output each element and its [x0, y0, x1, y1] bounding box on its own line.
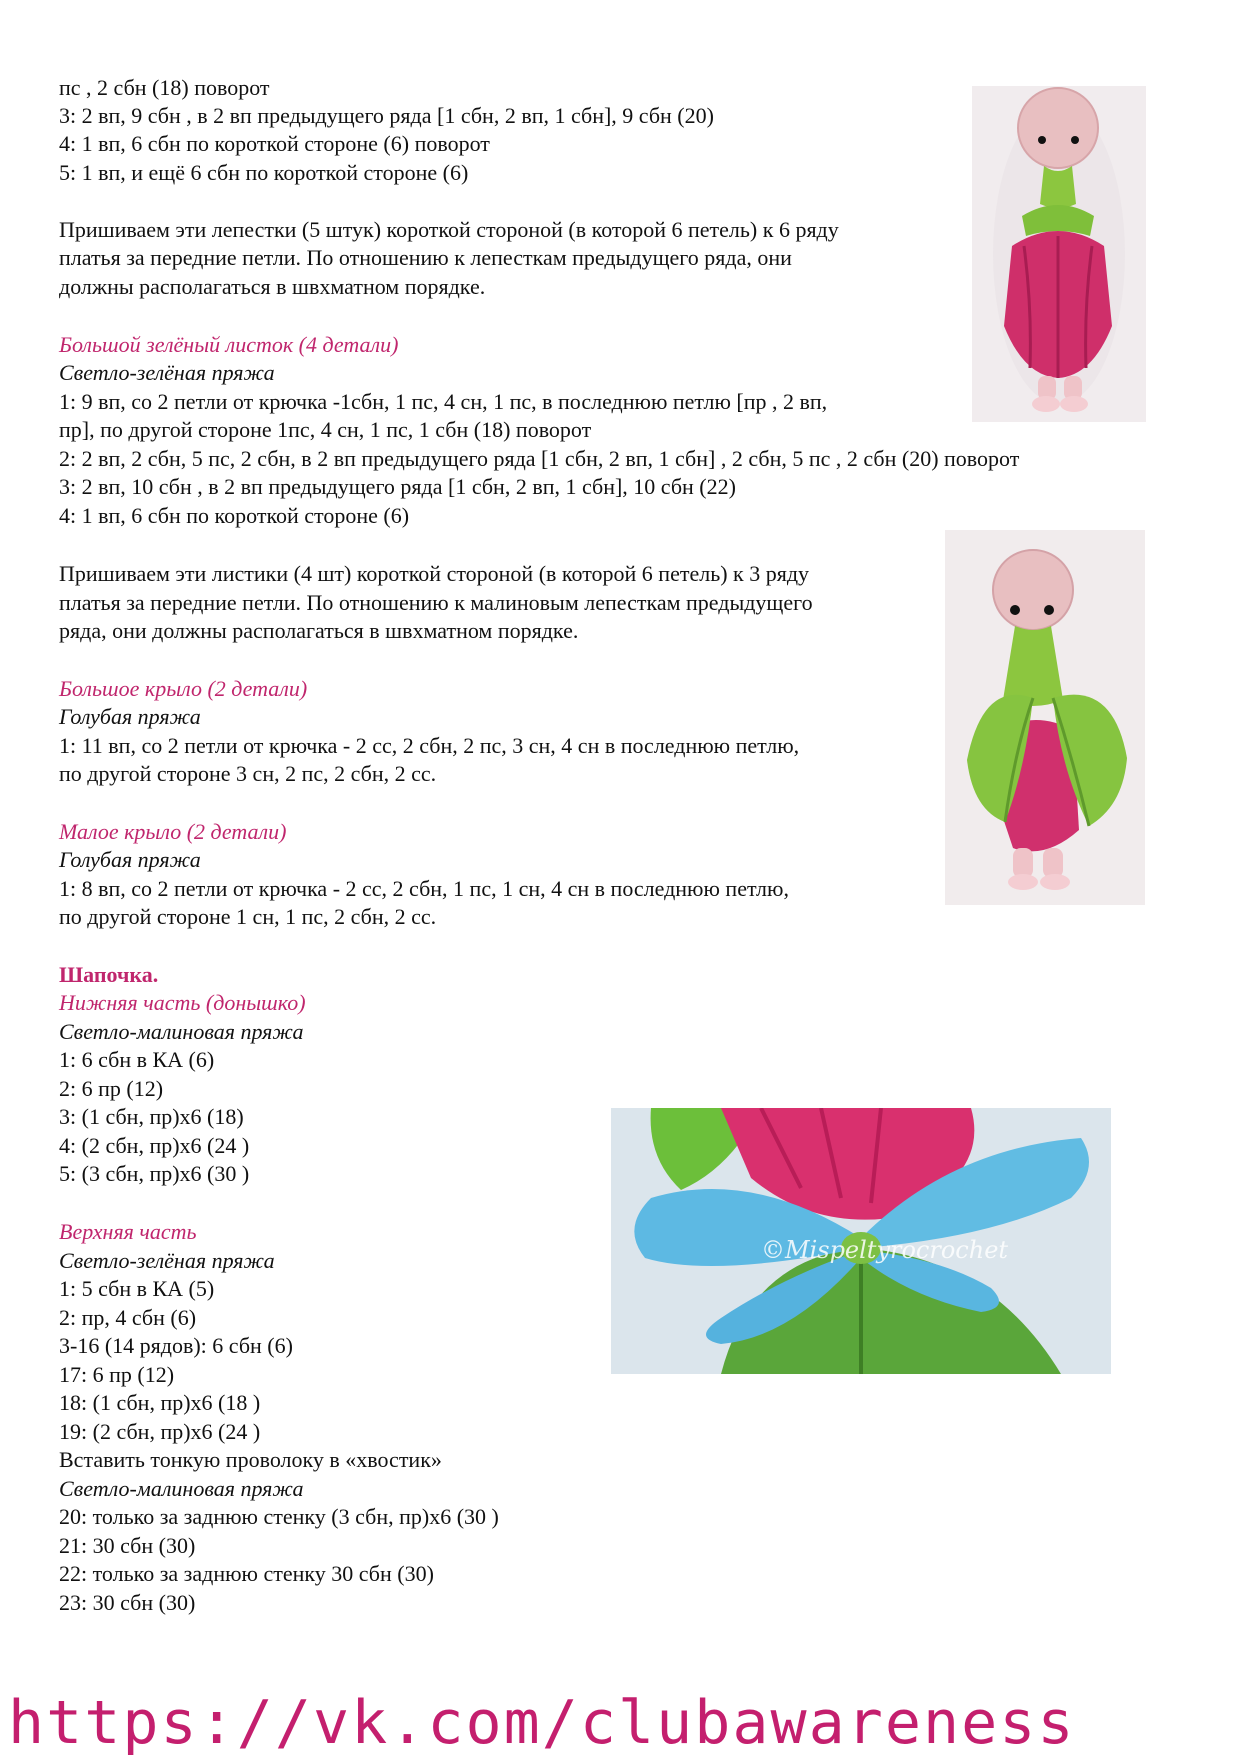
text-line: 1: 9 вп, со 2 петли от крючка -1сбн, 1 пс, 4 сн, 1 пс, в последнюю петлю [пр , 2 вп, [59, 389, 828, 414]
text-line: 4: 1 вп, 6 сбн по короткой стороне (6) [59, 503, 410, 528]
text-line: Пришиваем эти листики (4 шт) короткой стороной (в которой 6 петель) к 3 ряду [59, 561, 810, 586]
yarn-line: Светло-малиновая пряжа [59, 1019, 304, 1044]
text-line: Вставить тонкую проволоку в «хвостик» [59, 1447, 442, 1472]
text-line: пс , 2 сбн (18) поворот [59, 75, 270, 100]
heading-line: Верхняя часть [59, 1219, 197, 1244]
text-line: 2: 2 вп, 2 сбн, 5 пс, 2 сбн, в 2 вп предыдущего ряда [1 сбн, 2 вп, 1 сбн] , 2 сбн, 5 пс , 2 сбн (20) поворот [59, 446, 1020, 471]
text-line: 20: только за заднюю стенку (3 сбн, пр)х6 (30 ) [59, 1504, 499, 1529]
text-line: пр], по другой стороне 1пс, 4 сн, 1 пс, 1 сбн (18) поворот [59, 417, 592, 442]
yarn-line: Голубая пряжа [59, 847, 201, 872]
doll-green-leaves-photo [945, 530, 1145, 905]
watermark-text: ©Mispeltyrocrochet [761, 1236, 1009, 1264]
text-line: 5: 1 вп, и ещё 6 сбн по короткой стороне (6) [59, 160, 469, 185]
text-line: 17: 6 пр (12) [59, 1362, 175, 1387]
text-line: 1: 6 сбн в КА (6) [59, 1047, 215, 1072]
text-line: 3: 2 вп, 9 сбн , в 2 вп предыдущего ряда [1 сбн, 2 вп, 1 сбн], 9 сбн (20) [59, 103, 714, 128]
text-line: 3: (1 сбн, пр)х6 (18) [59, 1104, 244, 1129]
wings-closeup-photo [611, 1108, 1111, 1374]
text-line: 4: 1 вп, 6 сбн по короткой стороне (6) поворот [59, 131, 490, 156]
text-line: 3-16 (14 рядов): 6 сбн (6) [59, 1333, 293, 1358]
text-line: 2: 6 пр (12) [59, 1076, 164, 1101]
doll-pink-petals-photo [972, 86, 1146, 422]
yarn-line: Светло-зелёная пряжа [59, 360, 275, 385]
text-line: 18: (1 сбн, пр)х6 (18 ) [59, 1390, 261, 1415]
text-line: 5: (3 сбн, пр)х6 (30 ) [59, 1161, 250, 1186]
yarn-line: Светло-малиновая пряжа [59, 1476, 304, 1501]
heading-line: Большой зелёный листок (4 детали) [59, 332, 399, 357]
text-line: 2: пр, 4 сбн (6) [59, 1305, 197, 1330]
text-line: 1: 5 сбн в КА (5) [59, 1276, 215, 1301]
text-line: 19: (2 сбн, пр)х6 (24 ) [59, 1419, 261, 1444]
text-line: по другой стороне 1 сн, 1 пс, 2 сбн, 2 сс. [59, 904, 437, 929]
text-line: должны располагаться в швхматном порядке. [59, 274, 486, 299]
yarn-line: Светло-зелёная пряжа [59, 1248, 275, 1273]
heading-line: Нижняя часть (донышко) [59, 990, 306, 1015]
text-line: 1: 11 вп, со 2 петли от крючка - 2 сс, 2 сбн, 2 пс, 3 сн, 4 сн в последнюю петлю, [59, 733, 800, 758]
yarn-line: Голубая пряжа [59, 704, 201, 729]
heading-line: Малое крыло (2 детали) [59, 819, 287, 844]
text-line: 21: 30 сбн (30) [59, 1533, 196, 1558]
text-line: 1: 8 вп, со 2 петли от крючка - 2 сс, 2 сбн, 1 пс, 1 сн, 4 сн в последнюю петлю, [59, 876, 789, 901]
text-line: по другой стороне 3 сн, 2 пс, 2 сбн, 2 сс. [59, 761, 437, 786]
text-line: ряда, они должны располагаться в швхматном порядке. [59, 618, 579, 643]
crochet-doll-green-leaves-icon [945, 530, 1145, 905]
text-line: платья за передние петли. По отношению к лепесткам предыдущего ряда, они [59, 245, 792, 270]
text-line: 3: 2 вп, 10 сбн , в 2 вп предыдущего ряда [1 сбн, 2 вп, 1 сбн], 10 сбн (22) [59, 474, 736, 499]
text-line: платья за передние петли. По отношению к малиновым лепесткам предыдущего [59, 590, 813, 615]
text-line: 22: только за заднюю стенку 30 сбн (30) [59, 1561, 434, 1586]
footer-url-link[interactable]: https://vk.com/clubawareness [8, 1692, 1076, 1755]
text-line: 23: 30 сбн (30) [59, 1590, 196, 1615]
bold-heading-line: Шапочка. [59, 962, 159, 987]
text-line: Пришиваем эти лепестки (5 штук) короткой стороной (в которой 6 петель) к 6 ряду [59, 217, 839, 242]
text-line: 4: (2 сбн, пр)х6 (24 ) [59, 1133, 250, 1158]
crochet-doll-pink-petals-icon [972, 86, 1146, 422]
crochet-blue-wings-icon [611, 1108, 1111, 1374]
heading-line: Большое крыло (2 детали) [59, 676, 308, 701]
